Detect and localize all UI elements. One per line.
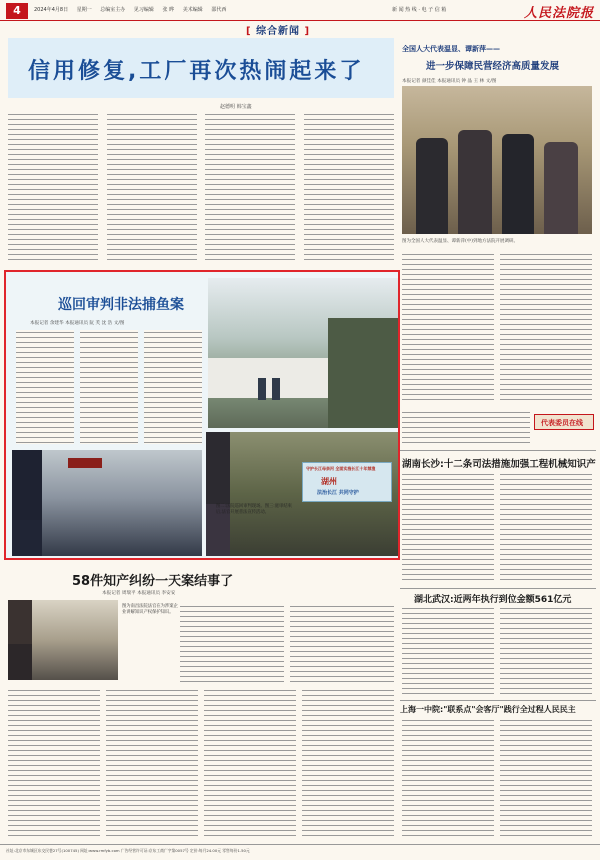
right-article-title: 进一步保障民营经济高质量发展 xyxy=(426,61,560,72)
text-column xyxy=(500,472,592,584)
feature-caption: 图二:法院巡回审判现场。图三:庭审结束后,法官开展普法宣传活动。 xyxy=(216,504,292,515)
logo-text: 代表委员在线 xyxy=(541,419,583,427)
feature-title: 巡回审判非法捕鱼案 xyxy=(58,297,184,313)
mid-photo-caption: 图为南昌法院法官在为涉案企业讲解知识产权保护知识。 xyxy=(122,604,178,615)
meta-item: 总编室主办 xyxy=(100,7,126,13)
text-column xyxy=(106,688,198,838)
right-article-byline: 本报记者 颜佳佳 本报通讯员 钟 晶 王 林 文/图 xyxy=(402,79,497,84)
main-article-body xyxy=(8,112,394,262)
text-column xyxy=(205,112,295,262)
wuhan-body xyxy=(402,606,592,698)
meta-item: 张 晔 xyxy=(162,7,175,13)
divider xyxy=(400,450,596,451)
text-column xyxy=(8,112,98,262)
text-column xyxy=(402,472,494,584)
hearing-photo xyxy=(12,450,202,556)
meta-item: 邵代西 xyxy=(211,7,227,13)
text-column xyxy=(302,688,394,838)
meta-item: 见习编辑 xyxy=(133,7,154,13)
main-headline-box xyxy=(8,38,394,98)
right-body-continued xyxy=(402,410,530,444)
right-article-body xyxy=(402,252,592,402)
delegates-online-logo xyxy=(534,414,594,430)
editor-contact: 新 闻 热 线 · 电 子 信 箱 xyxy=(392,7,447,13)
mid-article-byline: 本报记者 周瑞平 本报通讯员 李安安 xyxy=(102,591,176,596)
feature-box xyxy=(4,270,400,560)
mid-body-top xyxy=(180,604,394,682)
wuhan-article-title: 湖北武汉:近两年执行到位金额561亿元 xyxy=(414,595,572,605)
masthead xyxy=(0,0,600,20)
text-column xyxy=(107,112,197,262)
divider xyxy=(400,700,596,701)
text-column xyxy=(304,112,394,262)
page-number: 4 xyxy=(6,3,28,19)
page-footer: 社址:北京市东城区东交民巷27号(100745) 网址:www.rmfyb.com 广告经营许可证:京东工商广字第0057号 定价:每月24.00元 零售每份1.50元 xyxy=(0,844,600,860)
banner-text: 守护长江母亲河 全面实施长江十年禁渔 xyxy=(306,466,376,471)
meta-item: 美术编辑 xyxy=(182,7,203,13)
right-photo-caption: 图为全国人大代表温显、谭新萍(中)到地方法院开展调研。 xyxy=(402,239,519,244)
banner-text: 湖州 xyxy=(321,477,337,486)
issue-date: 2024年4月8日 xyxy=(34,7,69,13)
paper-logo: 人民法院报 xyxy=(524,6,595,21)
main-headline: 信用修复,工厂再次热闹起来了 xyxy=(28,59,365,84)
riverside-photo xyxy=(208,278,398,428)
meeting-photo xyxy=(402,86,592,234)
section-title: [ 综合新闻 ] xyxy=(246,26,311,37)
text-column xyxy=(402,718,494,838)
text-column xyxy=(500,718,592,838)
header-meta xyxy=(34,6,233,13)
text-column xyxy=(144,330,202,444)
right-kicker: 全国人大代表温显、谭新萍—— xyxy=(402,45,500,53)
text-column xyxy=(402,410,530,444)
propaganda-banner xyxy=(302,462,392,502)
changsha-body xyxy=(402,472,592,584)
divider xyxy=(400,588,596,589)
mid-body xyxy=(8,688,394,838)
issue-weekday: 星期一 xyxy=(76,7,92,13)
shanghai-body xyxy=(402,718,592,838)
text-column xyxy=(180,604,284,682)
main-byline: 赵德明 韩宝鑫 xyxy=(220,104,252,110)
feature-byline: 本报记者 余建华 本报通讯员 阮 芙 沈 浩 文/图 xyxy=(30,321,125,326)
changsha-article-title: 湖南长沙:十二条司法措施加强工程机械知识产 xyxy=(402,459,596,470)
text-column xyxy=(500,606,592,698)
shanghai-article-title: 上海一中院:"联系点"会客厅"践行全过程人民民主 xyxy=(400,705,576,714)
text-column xyxy=(402,252,494,402)
text-column xyxy=(290,604,394,682)
text-column xyxy=(500,252,592,402)
mid-article-title: 58件知产纠纷一天案结事了 xyxy=(72,574,234,589)
text-column xyxy=(402,606,494,698)
text-column xyxy=(80,330,138,444)
text-column xyxy=(8,688,100,838)
text-column xyxy=(16,330,74,444)
text-column xyxy=(204,688,296,838)
consultation-photo xyxy=(8,600,118,680)
section-title-text: 综合新闻 xyxy=(256,26,301,37)
banner-text: 法治长江 共同守护 xyxy=(317,490,359,496)
feature-body xyxy=(16,330,202,444)
